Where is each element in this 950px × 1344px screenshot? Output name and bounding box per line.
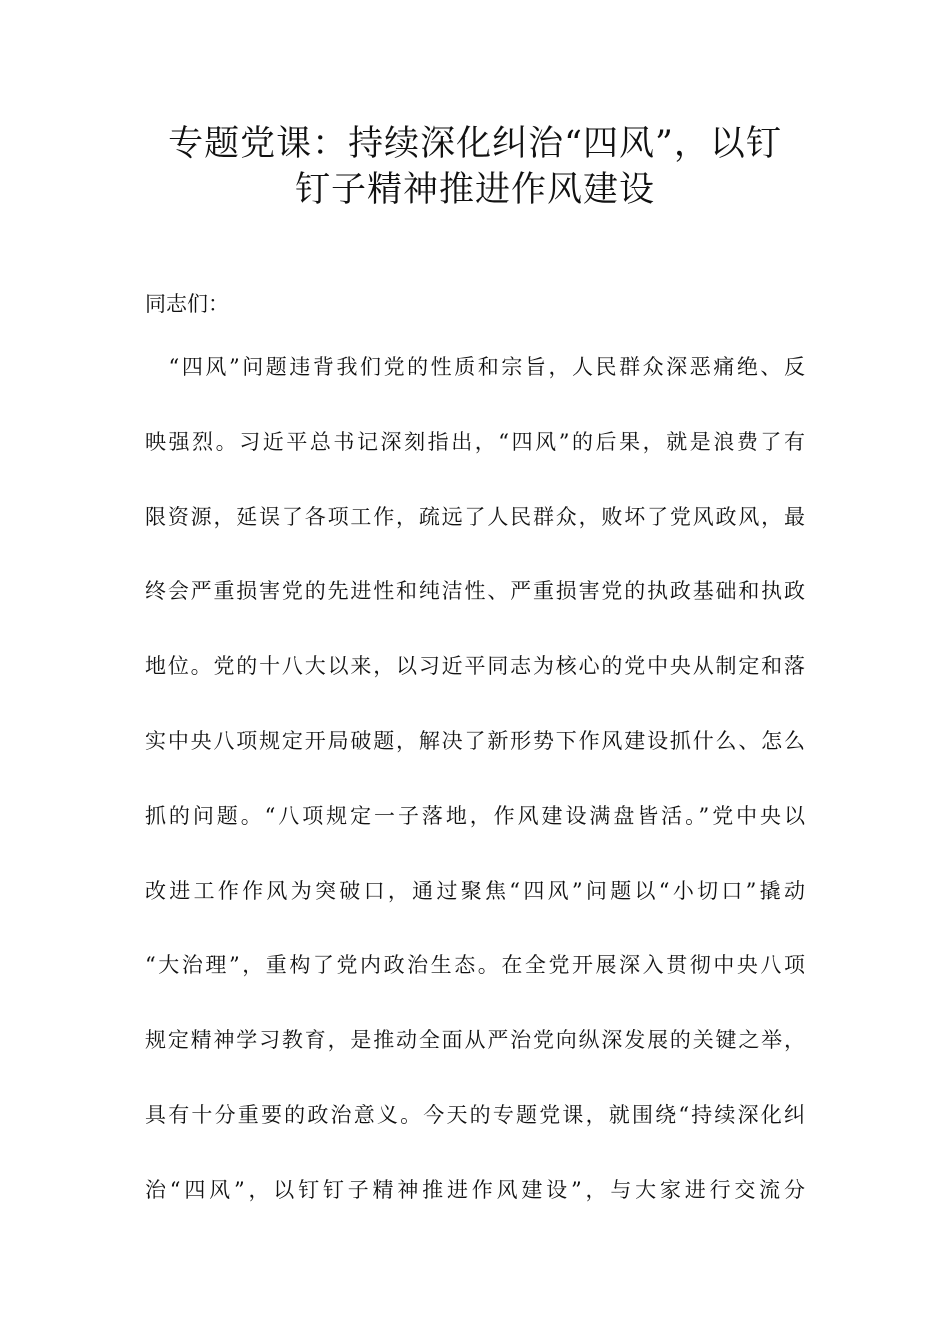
body-line: 终会严重损害党的先进性和纯洁性、严重损害党的执政基础和执政	[145, 579, 805, 604]
body-line: 实中央八项规定开局破题，解决了新形势下作风建设抓什么、怎么	[145, 729, 805, 753]
body-line: 地位。党的十八大以来，以习近平同志为核心的党中央从制定和落	[145, 654, 805, 679]
body-line: 规定精神学习教育，是推动全面从严治党向纵深发展的关键之举，	[145, 1028, 805, 1053]
body-line: 抓的问题。“八项规定一子落地，作风建设满盘皆活。”党中央以	[145, 803, 805, 828]
body-line: 具有十分重要的政治意义。今天的专题党课，就围绕“持续深化纠	[145, 1103, 805, 1127]
body-line: 映强烈。习近平总书记深刻指出，“四风”的后果，就是浪费了有	[145, 429, 805, 454]
body-line: “大治理”，重构了党内政治生态。在全党开展深入贯彻中央八项	[145, 953, 805, 978]
body-line: 治“四风”，以钉钉子精神推进作风建设”，与大家进行交流分	[145, 1177, 805, 1202]
body-line: “四风”问题违背我们党的性质和宗旨，人民群众深恶痛绝、反	[145, 355, 805, 379]
body-line: 限资源，延误了各项工作，疏远了人民群众，败坏了党风政风，最	[145, 504, 805, 529]
document-title-line-2: 钉子精神推进作风建设	[294, 170, 655, 210]
greeting: 同志们：	[145, 292, 229, 316]
document-title-line-1: 专题党课：持续深化纠治“四风”，以钉	[168, 124, 782, 164]
body-line: 改进工作作风为突破口，通过聚焦“四风”问题以“小切口”撬动	[145, 878, 805, 903]
